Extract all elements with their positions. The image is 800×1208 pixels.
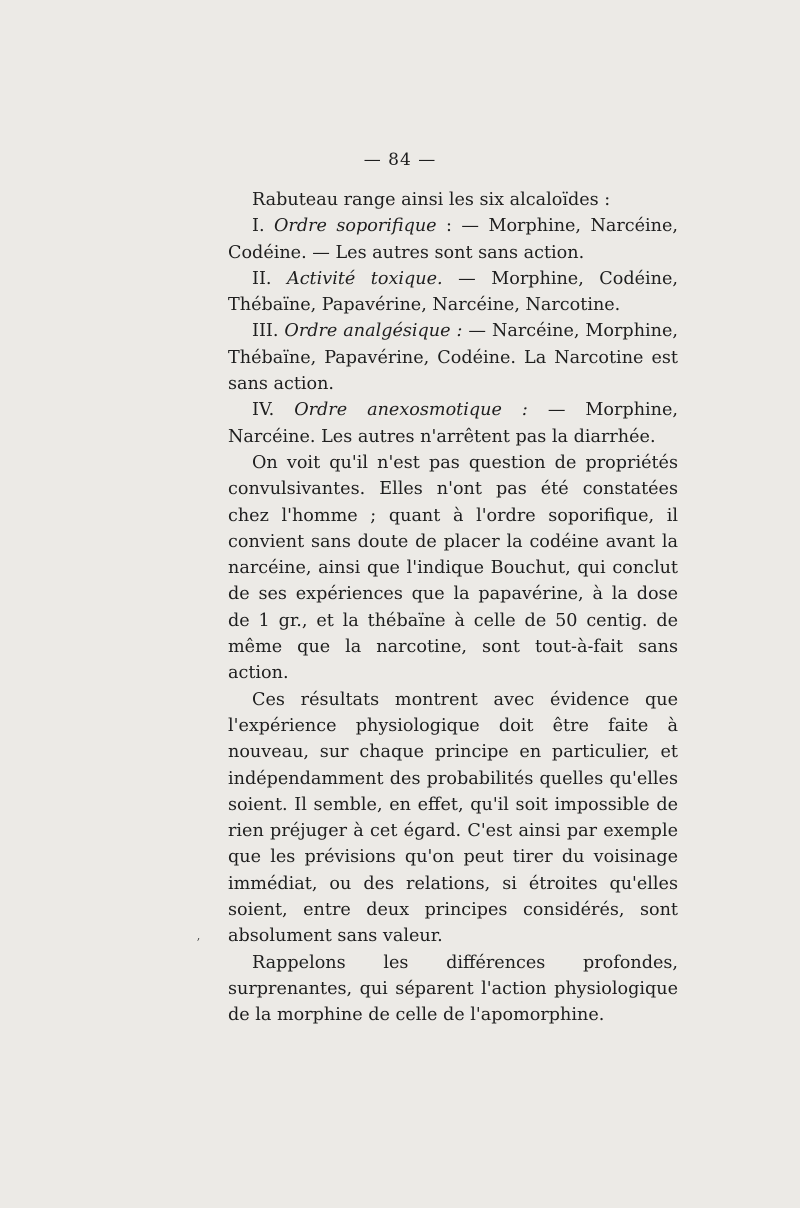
paragraph-text: — Morphine, Narcéine. Les autres n'arrêtent pas la diarrhée. [228,400,678,447]
list-numeral: II. [252,268,287,289]
paragraph-order-anexosmotic [228,397,678,450]
paragraph-text: : — Morphine, Narcéine, Codéine. — Les autres sont sans action. [228,216,678,263]
paragraph-order-soporific [228,213,678,266]
order-title: Activité toxique. [287,268,443,289]
paragraph-text: — Morphine, Codéine, Thébaïne, Papavérine, Narcéine, Narcotine. [228,268,678,316]
list-numeral: III. [252,321,285,342]
list-numeral: IV. [252,400,295,421]
paragraph-convulsive [228,450,678,687]
paragraph-text: Rappelons les différences profondes, surprenantes, qui séparent l'action physiologique de la morphine de celle de l'apomorphine. [228,952,678,1026]
paragraph-text: On voit qu'il n'est pas question de propriétés convulsivantes. Elles n'ont pas été constatées chez l'homme ; quant à l'ordre soporifique, il convient sans doute de placer la codéine avant la narcéine, ainsi que l'indique Bouchut, qui conclut de ses expériences que la papavérine, à la dose de 1 gr., et la thébaïne à celle de 50 centig. de même que la narcotine, sont tout-à-fait sans action. [228,452,678,684]
paragraph-apomorphine [228,950,678,1029]
paragraph-order-analgesic [228,318,678,397]
paragraph-text: — Narcéine, Morphine, Thébaïne, Papavérine, Codéine. La Narcotine est sans action. [228,321,678,395]
order-title: Ordre soporifique [273,216,437,237]
page-number: — 84 — [363,150,437,170]
paragraph-text: Rabuteau range ainsi les six alcaloïdes : [252,190,611,210]
order-title: Ordre analgésique : [284,321,463,342]
order-title: Ordre anexosmotique : [294,400,528,421]
paragraph-intro [228,187,678,213]
list-numeral: I. [252,216,274,237]
body-text [228,187,678,1029]
paragraph-toxic-activity [228,266,678,319]
paragraph-text: Ces résultats montrent avec évidence que l'expérience physiologique doit être faite à nouveau, sur chaque principe en particulier, et indépendamment des probabilités quelles qu'elles soient. Il semble, en effet, qu'il soit impossible de rien préjuger à cet égard. C'est ainsi par exemple que les prévisions qu'on peut tirer du voisinage immédiat, ou des relations, si étroites qu'elles soient, entre deux principes considérés, sont absolument sans valeur. [228,689,678,947]
margin-mark: ʼ [196,936,200,950]
paragraph-results [228,687,678,950]
